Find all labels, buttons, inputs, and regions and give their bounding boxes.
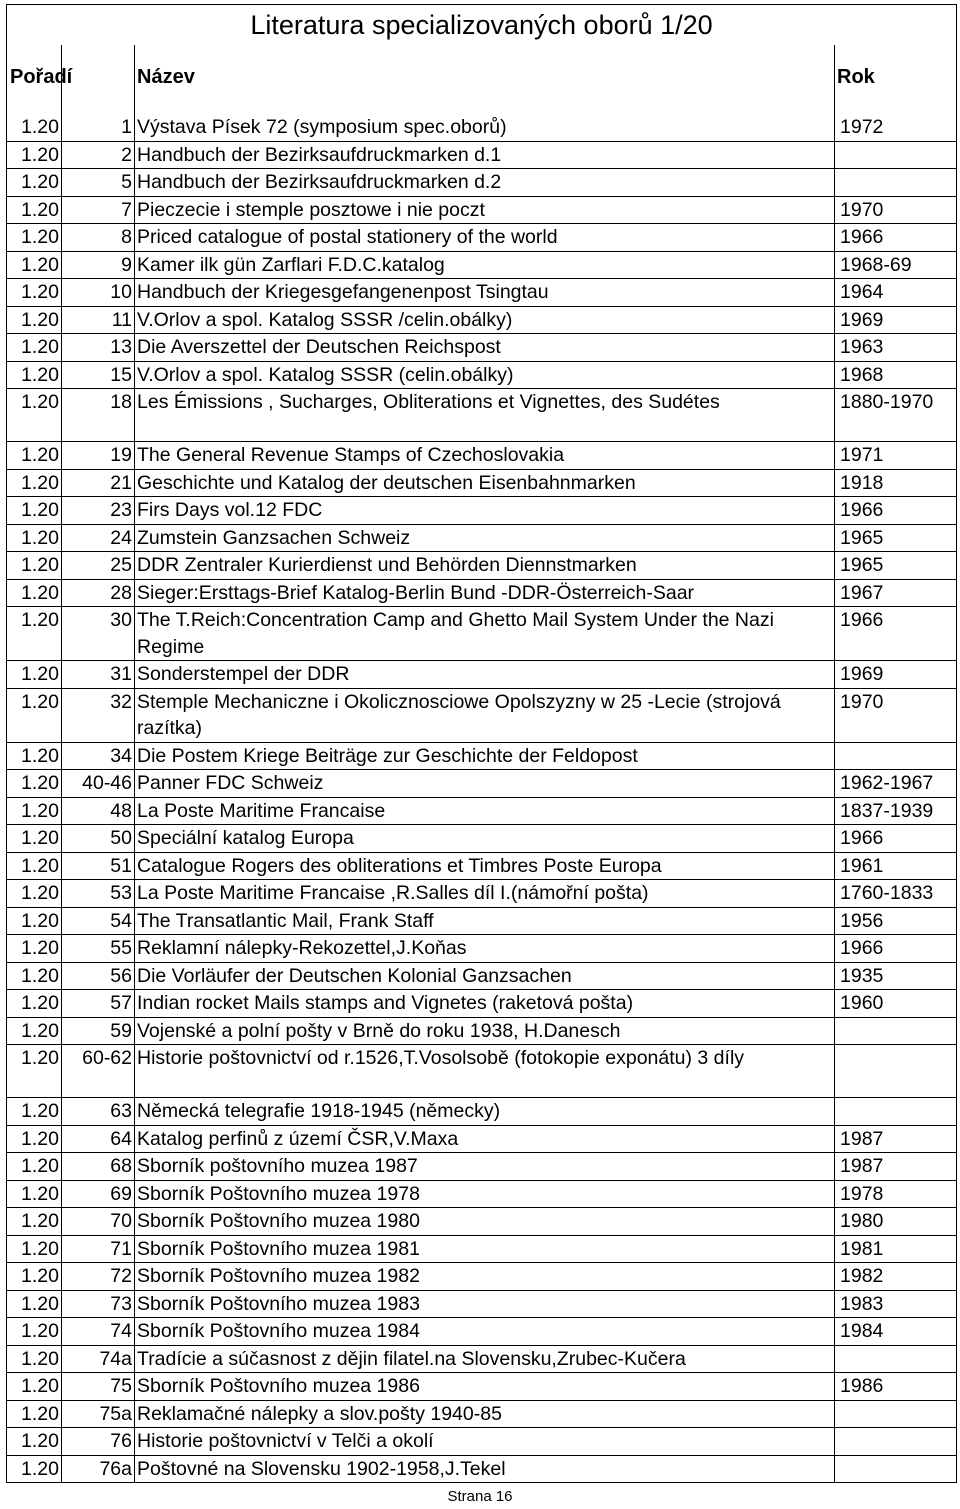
- category-cell: 1.20: [7, 442, 62, 470]
- table-row: [7, 552, 957, 580]
- category-cell: 1.20: [7, 1180, 62, 1208]
- category-cell: 1.20: [7, 552, 62, 580]
- number-cell: 2: [62, 141, 135, 169]
- title-cell: Sborník Poštovního muzea 1978: [135, 1180, 835, 1208]
- number-cell: 15: [62, 361, 135, 389]
- table-row: [7, 469, 957, 497]
- year-cell: 1837-1939: [835, 797, 957, 825]
- table-row: [7, 579, 957, 607]
- number-cell: 64: [62, 1125, 135, 1153]
- year-cell: 1918: [835, 469, 957, 497]
- title-cell: Die Postem Kriege Beiträge zur Geschichte der Feldopost: [135, 742, 835, 770]
- number-cell: 32: [62, 688, 135, 742]
- header-nazev: Název: [135, 63, 835, 92]
- title-cell: Výstava Písek 72 (symposium spec.oborů): [135, 114, 835, 141]
- year-cell: 1980: [835, 1208, 957, 1236]
- table-row: [7, 1455, 957, 1483]
- year-cell: 1970: [835, 688, 957, 742]
- category-cell: 1.20: [7, 907, 62, 935]
- header-poradi: Pořadí: [7, 63, 62, 92]
- title-cell: Panner FDC Schweiz: [135, 770, 835, 798]
- title-cell: V.Orlov a spol. Katalog SSSR /celin.obálky): [135, 306, 835, 334]
- category-cell: 1.20: [7, 1045, 62, 1098]
- number-cell: 50: [62, 825, 135, 853]
- year-cell: 1966: [835, 825, 957, 853]
- number-cell: 70: [62, 1208, 135, 1236]
- header-row: [7, 63, 957, 92]
- year-cell: 1967: [835, 579, 957, 607]
- table-row: [7, 1045, 957, 1098]
- title-cell: Kamer ilk gün Zarflari F.D.C.katalog: [135, 251, 835, 279]
- table-row: [7, 661, 957, 689]
- year-cell: [835, 169, 957, 197]
- title-cell: Historie poštovnictví od r.1526,T.Vosolsobě (fotokopie exponátu) 3 díly: [135, 1045, 835, 1098]
- category-cell: 1.20: [7, 524, 62, 552]
- table-row: [7, 962, 957, 990]
- table-row: [7, 688, 957, 742]
- title-cell: Vojenské a polní pošty v Brně do roku 1938, H.Danesch: [135, 1017, 835, 1045]
- page-title: Literatura specializovaných oborů 1/20: [7, 5, 957, 46]
- number-cell: 63: [62, 1098, 135, 1126]
- year-cell: 1963: [835, 334, 957, 362]
- year-cell: [835, 1428, 957, 1456]
- number-cell: 11: [62, 306, 135, 334]
- number-cell: 19: [62, 442, 135, 470]
- year-cell: 1978: [835, 1180, 957, 1208]
- table-row: [7, 442, 957, 470]
- year-cell: 1966: [835, 224, 957, 252]
- title-cell: Katalog perfinů z území ČSR,V.Maxa: [135, 1125, 835, 1153]
- number-cell: 74a: [62, 1345, 135, 1373]
- category-cell: 1.20: [7, 1318, 62, 1346]
- number-cell: 24: [62, 524, 135, 552]
- table-row: [7, 334, 957, 362]
- number-cell: 18: [62, 389, 135, 442]
- category-cell: 1.20: [7, 224, 62, 252]
- year-cell: 1983: [835, 1290, 957, 1318]
- year-cell: [835, 742, 957, 770]
- number-cell: 76a: [62, 1455, 135, 1483]
- year-cell: 1964: [835, 279, 957, 307]
- number-cell: 40-46: [62, 770, 135, 798]
- number-cell: 7: [62, 196, 135, 224]
- category-cell: 1.20: [7, 196, 62, 224]
- title-cell: Sborník Poštovního muzea 1981: [135, 1235, 835, 1263]
- category-cell: 1.20: [7, 334, 62, 362]
- table-row: [7, 169, 957, 197]
- table-row: [7, 306, 957, 334]
- title-cell: Reklamní nálepky-Rekozettel,J.Koňas: [135, 935, 835, 963]
- year-cell: 1968-69: [835, 251, 957, 279]
- table-row: [7, 935, 957, 963]
- table-row: [7, 1428, 957, 1456]
- table-row: [7, 497, 957, 525]
- category-cell: 1.20: [7, 1263, 62, 1291]
- header-rok: Rok: [835, 63, 957, 92]
- title-cell: Reklamačné nálepky a slov.pošty 1940-85: [135, 1400, 835, 1428]
- title-cell: Sonderstempel der DDR: [135, 661, 835, 689]
- literature-table: [6, 4, 957, 1483]
- number-cell: 10: [62, 279, 135, 307]
- category-cell: 1.20: [7, 880, 62, 908]
- title-cell: Handbuch der Bezirksaufdruckmarken d.1: [135, 141, 835, 169]
- title-cell: Die Vorläufer der Deutschen Kolonial Ganzsachen: [135, 962, 835, 990]
- number-cell: 59: [62, 1017, 135, 1045]
- title-cell: Sborník Poštovního muzea 1984: [135, 1318, 835, 1346]
- title-cell: Catalogue Rogers des obliterations et Timbres Poste Europa: [135, 852, 835, 880]
- number-cell: 25: [62, 552, 135, 580]
- year-cell: 1966: [835, 607, 957, 661]
- category-cell: 1.20: [7, 279, 62, 307]
- title-cell: La Poste Maritime Francaise: [135, 797, 835, 825]
- year-cell: 1986: [835, 1373, 957, 1401]
- title-cell: Německá telegrafie 1918-1945 (německy): [135, 1098, 835, 1126]
- number-cell: 68: [62, 1153, 135, 1181]
- number-cell: 57: [62, 990, 135, 1018]
- title-cell: Geschichte und Katalog der deutschen Eisenbahnmarken: [135, 469, 835, 497]
- category-cell: 1.20: [7, 852, 62, 880]
- table-row: [7, 852, 957, 880]
- number-cell: 31: [62, 661, 135, 689]
- number-cell: 34: [62, 742, 135, 770]
- category-cell: 1.20: [7, 1345, 62, 1373]
- year-cell: [835, 1098, 957, 1126]
- number-cell: 69: [62, 1180, 135, 1208]
- number-cell: 60-62: [62, 1045, 135, 1098]
- title-cell: La Poste Maritime Francaise ,R.Salles díl I.(námořní pošta): [135, 880, 835, 908]
- number-cell: 74: [62, 1318, 135, 1346]
- year-cell: 1961: [835, 852, 957, 880]
- table-row: [7, 1235, 957, 1263]
- category-cell: 1.20: [7, 962, 62, 990]
- table-row: [7, 389, 957, 442]
- title-cell: Historie poštovnictví v Telči a okolí: [135, 1428, 835, 1456]
- category-cell: 1.20: [7, 688, 62, 742]
- table-row: [7, 1208, 957, 1236]
- category-cell: 1.20: [7, 497, 62, 525]
- table-row: [7, 141, 957, 169]
- title-cell: The General Revenue Stamps of Czechoslovakia: [135, 442, 835, 470]
- page-footer: Strana 16: [447, 1488, 513, 1505]
- number-cell: 5: [62, 169, 135, 197]
- category-cell: 1.20: [7, 797, 62, 825]
- year-cell: 1982: [835, 1263, 957, 1291]
- category-cell: 1.20: [7, 990, 62, 1018]
- number-cell: 54: [62, 907, 135, 935]
- title-cell: Sborník poštovního muzea 1987: [135, 1153, 835, 1181]
- table-row: [7, 114, 957, 141]
- title-row: [7, 5, 957, 46]
- category-cell: 1.20: [7, 1153, 62, 1181]
- year-cell: 1984: [835, 1318, 957, 1346]
- title-cell: Priced catalogue of postal stationery of the world: [135, 224, 835, 252]
- number-cell: 53: [62, 880, 135, 908]
- category-cell: 1.20: [7, 1373, 62, 1401]
- year-cell: 1968: [835, 361, 957, 389]
- category-cell: 1.20: [7, 1208, 62, 1236]
- year-cell: 1972: [835, 114, 957, 141]
- number-cell: 9: [62, 251, 135, 279]
- year-cell: 1987: [835, 1125, 957, 1153]
- year-cell: 1956: [835, 907, 957, 935]
- year-cell: [835, 1345, 957, 1373]
- category-cell: 1.20: [7, 1455, 62, 1483]
- year-cell: 1935: [835, 962, 957, 990]
- title-cell: Tradície a súčasnost z dějin filatel.na Slovensku,Zrubec-Kučera: [135, 1345, 835, 1373]
- number-cell: 23: [62, 497, 135, 525]
- table-row: [7, 1153, 957, 1181]
- number-cell: 48: [62, 797, 135, 825]
- title-cell: Sborník Poštovního muzea 1982: [135, 1263, 835, 1291]
- year-cell: 1969: [835, 661, 957, 689]
- table-row: [7, 607, 957, 661]
- year-cell: 1966: [835, 497, 957, 525]
- category-cell: 1.20: [7, 1290, 62, 1318]
- number-cell: 21: [62, 469, 135, 497]
- table-row: [7, 524, 957, 552]
- table-row: [7, 279, 957, 307]
- category-cell: 1.20: [7, 306, 62, 334]
- table-row: [7, 196, 957, 224]
- table-row: [7, 1318, 957, 1346]
- category-cell: 1.20: [7, 607, 62, 661]
- table-row: [7, 990, 957, 1018]
- category-cell: 1.20: [7, 361, 62, 389]
- category-cell: 1.20: [7, 114, 62, 141]
- title-cell: Handbuch der Bezirksaufdruckmarken d.2: [135, 169, 835, 197]
- table-row: [7, 1373, 957, 1401]
- table-row: [7, 825, 957, 853]
- title-cell: Indian rocket Mails stamps and Vignetes (raketová pošta): [135, 990, 835, 1018]
- category-cell: 1.20: [7, 661, 62, 689]
- category-cell: 1.20: [7, 389, 62, 442]
- category-cell: 1.20: [7, 169, 62, 197]
- year-cell: 1971: [835, 442, 957, 470]
- number-cell: 71: [62, 1235, 135, 1263]
- number-cell: 75: [62, 1373, 135, 1401]
- number-cell: 73: [62, 1290, 135, 1318]
- category-cell: 1.20: [7, 825, 62, 853]
- year-cell: 1960: [835, 990, 957, 1018]
- category-cell: 1.20: [7, 141, 62, 169]
- year-cell: [835, 141, 957, 169]
- number-cell: 75a: [62, 1400, 135, 1428]
- table-row: [7, 251, 957, 279]
- category-cell: 1.20: [7, 1235, 62, 1263]
- title-cell: Sborník Poštovního muzea 1980: [135, 1208, 835, 1236]
- year-cell: 1965: [835, 552, 957, 580]
- number-cell: 1: [62, 114, 135, 141]
- year-cell: [835, 1017, 957, 1045]
- table-row: [7, 1098, 957, 1126]
- category-cell: 1.20: [7, 251, 62, 279]
- title-cell: Speciální katalog Europa: [135, 825, 835, 853]
- year-cell: 1965: [835, 524, 957, 552]
- title-cell: The Transatlantic Mail, Frank Staff: [135, 907, 835, 935]
- year-cell: [835, 1045, 957, 1098]
- number-cell: 13: [62, 334, 135, 362]
- year-cell: 1969: [835, 306, 957, 334]
- year-cell: 1970: [835, 196, 957, 224]
- spacer-row: [7, 45, 957, 63]
- year-cell: 1880-1970: [835, 389, 957, 442]
- table-row: [7, 797, 957, 825]
- table-row: [7, 1125, 957, 1153]
- number-cell: 56: [62, 962, 135, 990]
- table-row: [7, 1290, 957, 1318]
- category-cell: 1.20: [7, 1098, 62, 1126]
- title-cell: DDR Zentraler Kurierdienst und Behörden Diennstmarken: [135, 552, 835, 580]
- title-cell: V.Orlov a spol. Katalog SSSR (celin.obálky): [135, 361, 835, 389]
- number-cell: 76: [62, 1428, 135, 1456]
- category-cell: 1.20: [7, 1428, 62, 1456]
- title-cell: Sborník Poštovního muzea 1986: [135, 1373, 835, 1401]
- table-row: [7, 361, 957, 389]
- table-row: [7, 742, 957, 770]
- number-cell: 8: [62, 224, 135, 252]
- title-cell: Poštovné na Slovensku 1902-1958,J.Tekel: [135, 1455, 835, 1483]
- number-cell: 72: [62, 1263, 135, 1291]
- year-cell: 1962-1967: [835, 770, 957, 798]
- table-row: [7, 1017, 957, 1045]
- table-row: [7, 224, 957, 252]
- title-cell: Sborník Poštovního muzea 1983: [135, 1290, 835, 1318]
- spacer-row: [7, 92, 957, 114]
- year-cell: 1981: [835, 1235, 957, 1263]
- category-cell: 1.20: [7, 1400, 62, 1428]
- literature-sheet: [6, 4, 956, 1483]
- number-cell: 55: [62, 935, 135, 963]
- number-cell: 30: [62, 607, 135, 661]
- title-cell: Les Émissions , Sucharges, Obliterations et Vignettes, des Sudétes: [135, 389, 835, 442]
- title-cell: Stemple Mechaniczne i Okolicznosciowe Opolszyzny w 25 -Lecie (strojová razítka): [135, 688, 835, 742]
- title-cell: Pieczecie i stemple posztowe i nie poczt: [135, 196, 835, 224]
- title-cell: Zumstein Ganzsachen Schweiz: [135, 524, 835, 552]
- table-row: [7, 770, 957, 798]
- table-row: [7, 1345, 957, 1373]
- category-cell: 1.20: [7, 770, 62, 798]
- year-cell: 1987: [835, 1153, 957, 1181]
- number-cell: 51: [62, 852, 135, 880]
- category-cell: 1.20: [7, 579, 62, 607]
- title-cell: Firs Days vol.12 FDC: [135, 497, 835, 525]
- table-row: [7, 907, 957, 935]
- title-cell: Sieger:Ersttags-Brief Katalog-Berlin Bund -DDR-Österreich-Saar: [135, 579, 835, 607]
- category-cell: 1.20: [7, 1125, 62, 1153]
- table-row: [7, 880, 957, 908]
- number-cell: 28: [62, 579, 135, 607]
- table-row: [7, 1400, 957, 1428]
- year-cell: 1966: [835, 935, 957, 963]
- year-cell: [835, 1455, 957, 1483]
- table-row: [7, 1180, 957, 1208]
- category-cell: 1.20: [7, 935, 62, 963]
- table-row: [7, 1263, 957, 1291]
- title-cell: Die Averszettel der Deutschen Reichspost: [135, 334, 835, 362]
- year-cell: [835, 1400, 957, 1428]
- title-cell: Handbuch der Kriegesgefangenenpost Tsingtau: [135, 279, 835, 307]
- category-cell: 1.20: [7, 469, 62, 497]
- category-cell: 1.20: [7, 1017, 62, 1045]
- year-cell: 1760-1833: [835, 880, 957, 908]
- title-cell: The T.Reich:Concentration Camp and Ghetto Mail System Under the Nazi Regime: [135, 607, 835, 661]
- category-cell: 1.20: [7, 742, 62, 770]
